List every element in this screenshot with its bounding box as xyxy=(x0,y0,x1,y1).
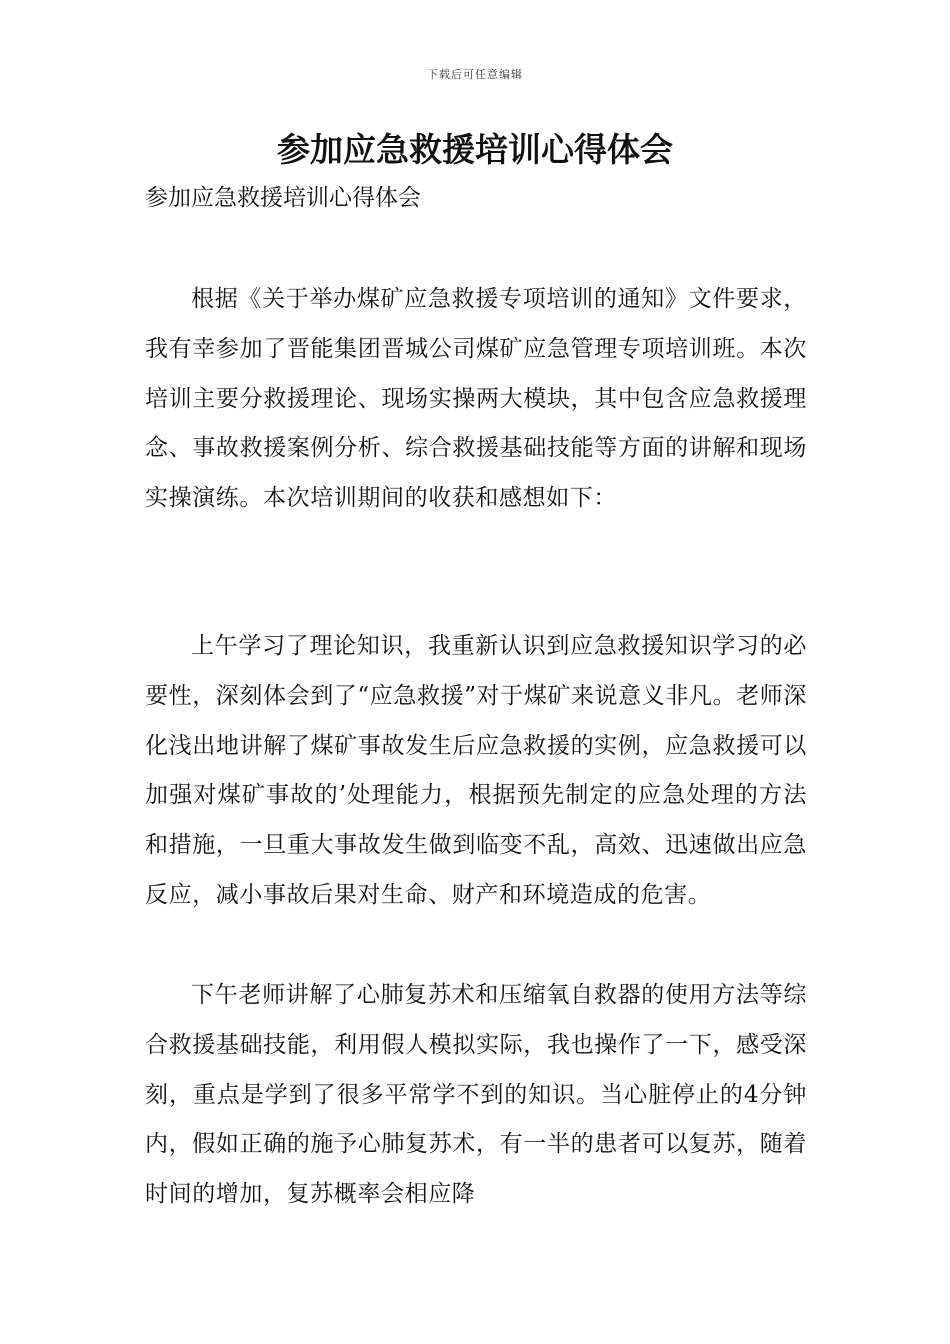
header-note: 下载后可任意编辑 xyxy=(427,68,523,81)
paragraph-1: 根据《关于举办煤矿应急救援专项培训的通知》文件要求，我有幸参加了晋能集团晋城公司煤矿应急管理专项培训班。本次培训主要分救援理论、现场实操两大模块，其中包含应急救援理念、事故救援案例分析、综合救援基础技能等方面的讲解和现场实操演练。本次培训期间的收获和感想如下： xyxy=(145,286,807,512)
paragraph-3: 下午老师讲解了心肺复苏术和压缩氧自救器的使用方法等综合救援基础技能，利用假人模拟实际，我也操作了一下，感受深刻，重点是学到了很多平常学不到的知识。当心脏停止的4分钟内，假如正确的施予心肺复苏术，有一半的患者可以复苏，随着时间的增加，复苏概率会相应降 xyxy=(145,982,807,1208)
document-title: 参加应急救援培训心得体会 xyxy=(277,130,673,169)
paragraph-2: 上午学习了理论知识，我重新认识到应急救援知识学习的必要性，深刻体会到了“应急救援”对于煤矿来说意义非凡。老师深化浅出地讲解了煤矿事故发生后应急救援的实例，应急救援可以加强对煤矿事故的’处理能力，根据预先制定的应急处理的方法和措施，一旦重大事故发生做到临变不乱，高效、迅速做出应急反应，减小事故后果对生命、财产和环境造成的危害。 xyxy=(145,633,807,908)
document-subtitle: 参加应急救援培训心得体会 xyxy=(145,185,421,211)
